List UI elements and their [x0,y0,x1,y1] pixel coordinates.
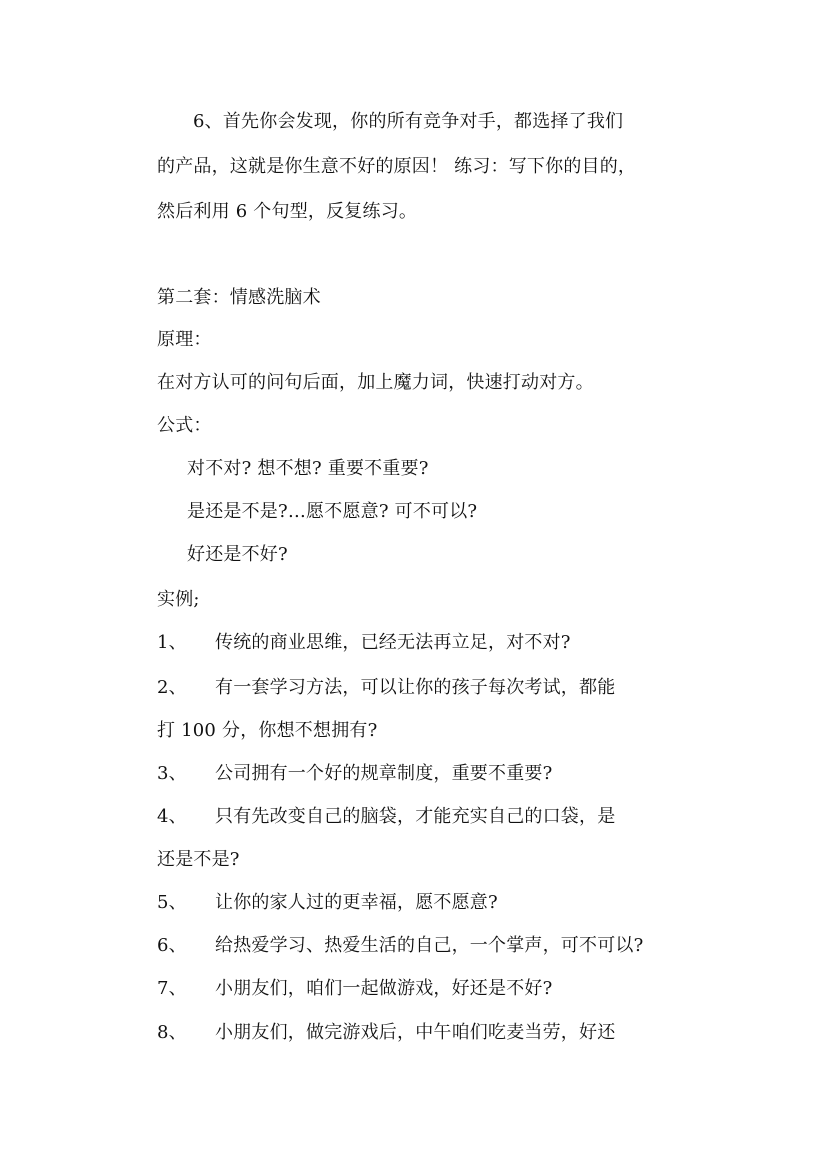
principle-label: 原理： [157,329,212,350]
example-item-2 [157,676,615,700]
formula-line-1: 对不对? 想不想? 重要不重要? [187,458,429,479]
example-item-4-continuation: 还是不是? [157,849,240,870]
example-number: 3、 [157,763,187,784]
example-number: 5、 [157,892,187,913]
formula-line-2: 是还是不是?…愿不愿意? 可不可以? [187,501,478,522]
example-number: 2、 [157,677,187,698]
examples-label: 实例; [157,589,200,610]
example-item-8 [157,1021,615,1045]
intro-line-1: 6、首先你会发现，你的所有竞争对手，都选择了我们 [193,111,624,132]
formula-label: 公式： [157,415,212,436]
example-item-6 [157,934,643,958]
example-item-2-continuation: 打 100 分，你想不想拥有? [157,720,378,741]
example-item-7 [157,977,552,1001]
intro-line-2: 的产品，这就是你生意不好的原因！ 练习：写下你的目的， [157,156,637,177]
example-number: 4、 [157,806,187,827]
example-item-4 [157,805,615,829]
example-text: 小朋友们，做完游戏后，中午咱们吃麦当劳，好还 [215,1022,616,1043]
example-text: 传统的商业思维，已经无法再立足，对不对? [215,632,571,653]
section-title: 第二套：情感洗脑术 [157,287,321,308]
principle-text: 在对方认可的问句后面，加上魔力词，快速打动对方。 [157,372,594,393]
example-number: 7、 [157,978,187,999]
intro-line-3: 然后利用 6 个句型，反复练习。 [157,201,418,222]
example-text: 小朋友们，咱们一起做游戏，好还是不好? [215,978,553,999]
example-text: 只有先改变自己的脑袋，才能充实自己的口袋，是 [215,806,616,827]
example-number: 8、 [157,1022,187,1043]
example-text: 公司拥有一个好的规章制度，重要不重要? [215,763,553,784]
example-text: 让你的家人过的更幸福，愿不愿意? [215,892,498,913]
example-item-1 [157,631,571,655]
example-number: 6、 [157,935,187,956]
example-text: 给热爱学习、热爱生活的自己，一个掌声，可不可以? [215,935,644,956]
example-item-5 [157,891,498,915]
example-item-3 [157,762,552,786]
formula-line-3: 好还是不好? [187,544,288,565]
example-text: 有一套学习方法，可以让你的孩子每次考试，都能 [215,677,616,698]
example-number: 1、 [157,632,187,653]
